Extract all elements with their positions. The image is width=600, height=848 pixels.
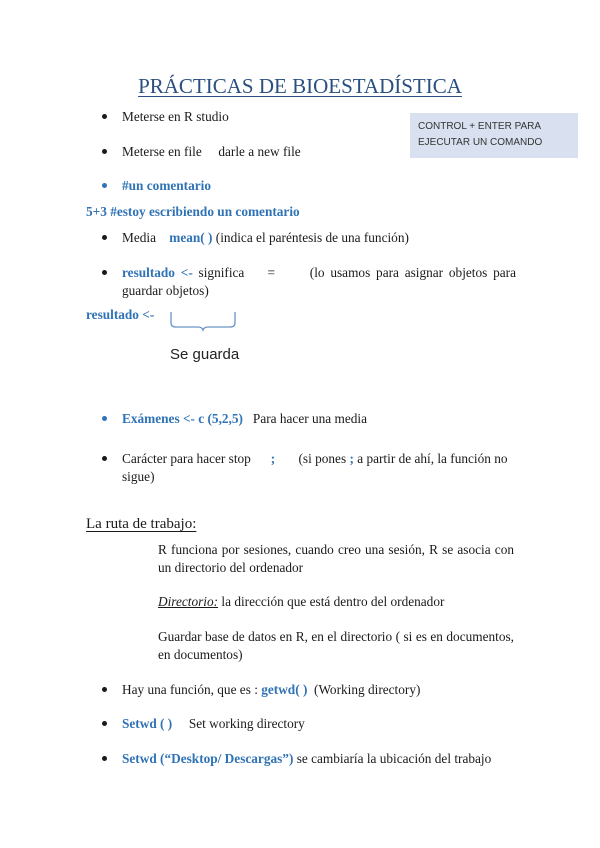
list-item-text	[122, 450, 516, 486]
text-post: (Working directory)	[307, 682, 421, 697]
text-mid: (si pones	[275, 451, 350, 466]
list-item-text	[122, 681, 420, 699]
note-line-1: CONTROL + ENTER PARA	[418, 121, 542, 132]
text-post: significa = (lo usamos para asignar objetos para guardar objetos)	[122, 265, 520, 298]
page-title: PRÁCTICAS DE BIOESTADÍSTICA	[138, 74, 462, 98]
bullet-icon	[102, 756, 107, 761]
text-post: a partir de ahí, la función no sigue)	[122, 451, 511, 484]
code-mean: mean( )	[169, 230, 213, 245]
bullet-icon	[102, 687, 107, 692]
bullet-icon	[102, 183, 107, 188]
code-setwd: Setwd ( )	[122, 716, 173, 731]
comment-code: #un comentario	[122, 178, 212, 193]
text-pre: Hay una función, que es :	[122, 682, 262, 697]
text-post: Set working directory	[172, 716, 305, 731]
code-assign: resultado <-	[122, 265, 193, 280]
paragraph-sessions: R funciona por sesiones, cuando creo una sesión, R se asocia con un directorio del ordenador	[158, 542, 514, 575]
assign-example: resultado <-	[86, 307, 155, 322]
bullet-icon	[102, 114, 107, 119]
paragraph-database: Guardar base de datos en R, en el directorio ( si es en documentos, en documentos)	[158, 629, 514, 662]
code-vector: Exámenes <- c (5,2,5)	[122, 411, 243, 426]
list-item-text	[122, 715, 305, 733]
bullet-icon	[102, 149, 107, 154]
bullet-icon	[102, 416, 107, 421]
list-item-text	[122, 264, 520, 300]
list-item-text	[122, 410, 367, 428]
code-setwd-path: Setwd (“Desktop/ Descargas”)	[122, 751, 294, 766]
code-getwd: getwd( )	[261, 682, 308, 697]
brace-icon	[168, 310, 240, 332]
brace-label: Se guarda	[170, 346, 240, 363]
text-pre: Media	[122, 230, 170, 245]
list-item-text	[122, 750, 491, 768]
term-label: Directorio:	[158, 594, 219, 609]
list-item-text	[122, 229, 409, 247]
code-semicolon-inline: ;	[349, 451, 354, 466]
list-item-text: Meterse en file darle a new file	[122, 144, 301, 159]
term-definition: la dirección que está dentro del ordenador	[218, 594, 445, 609]
text-pre: Carácter para hacer stop	[122, 451, 271, 466]
shortcut-note-box	[410, 113, 578, 158]
note-line-2: EJECUTAR UN COMANDO	[418, 136, 543, 148]
text-post: se cambiaría la ubicación del trabajo	[293, 751, 492, 766]
code-semicolon: ;	[270, 451, 276, 466]
section-title: La ruta de trabajo:	[86, 516, 197, 532]
bullet-icon	[102, 270, 107, 275]
text-post: Para hacer una media	[242, 411, 367, 426]
bullet-icon	[102, 235, 107, 240]
list-item-text: Meterse en R studio	[122, 109, 229, 124]
paragraph-directory	[158, 593, 514, 611]
bullet-icon	[102, 721, 107, 726]
text-post: (indica el paréntesis de una función)	[212, 230, 409, 245]
bullet-icon	[102, 456, 107, 461]
comment-example-line: 5+3 #estoy escribiendo un comentario	[86, 204, 300, 219]
